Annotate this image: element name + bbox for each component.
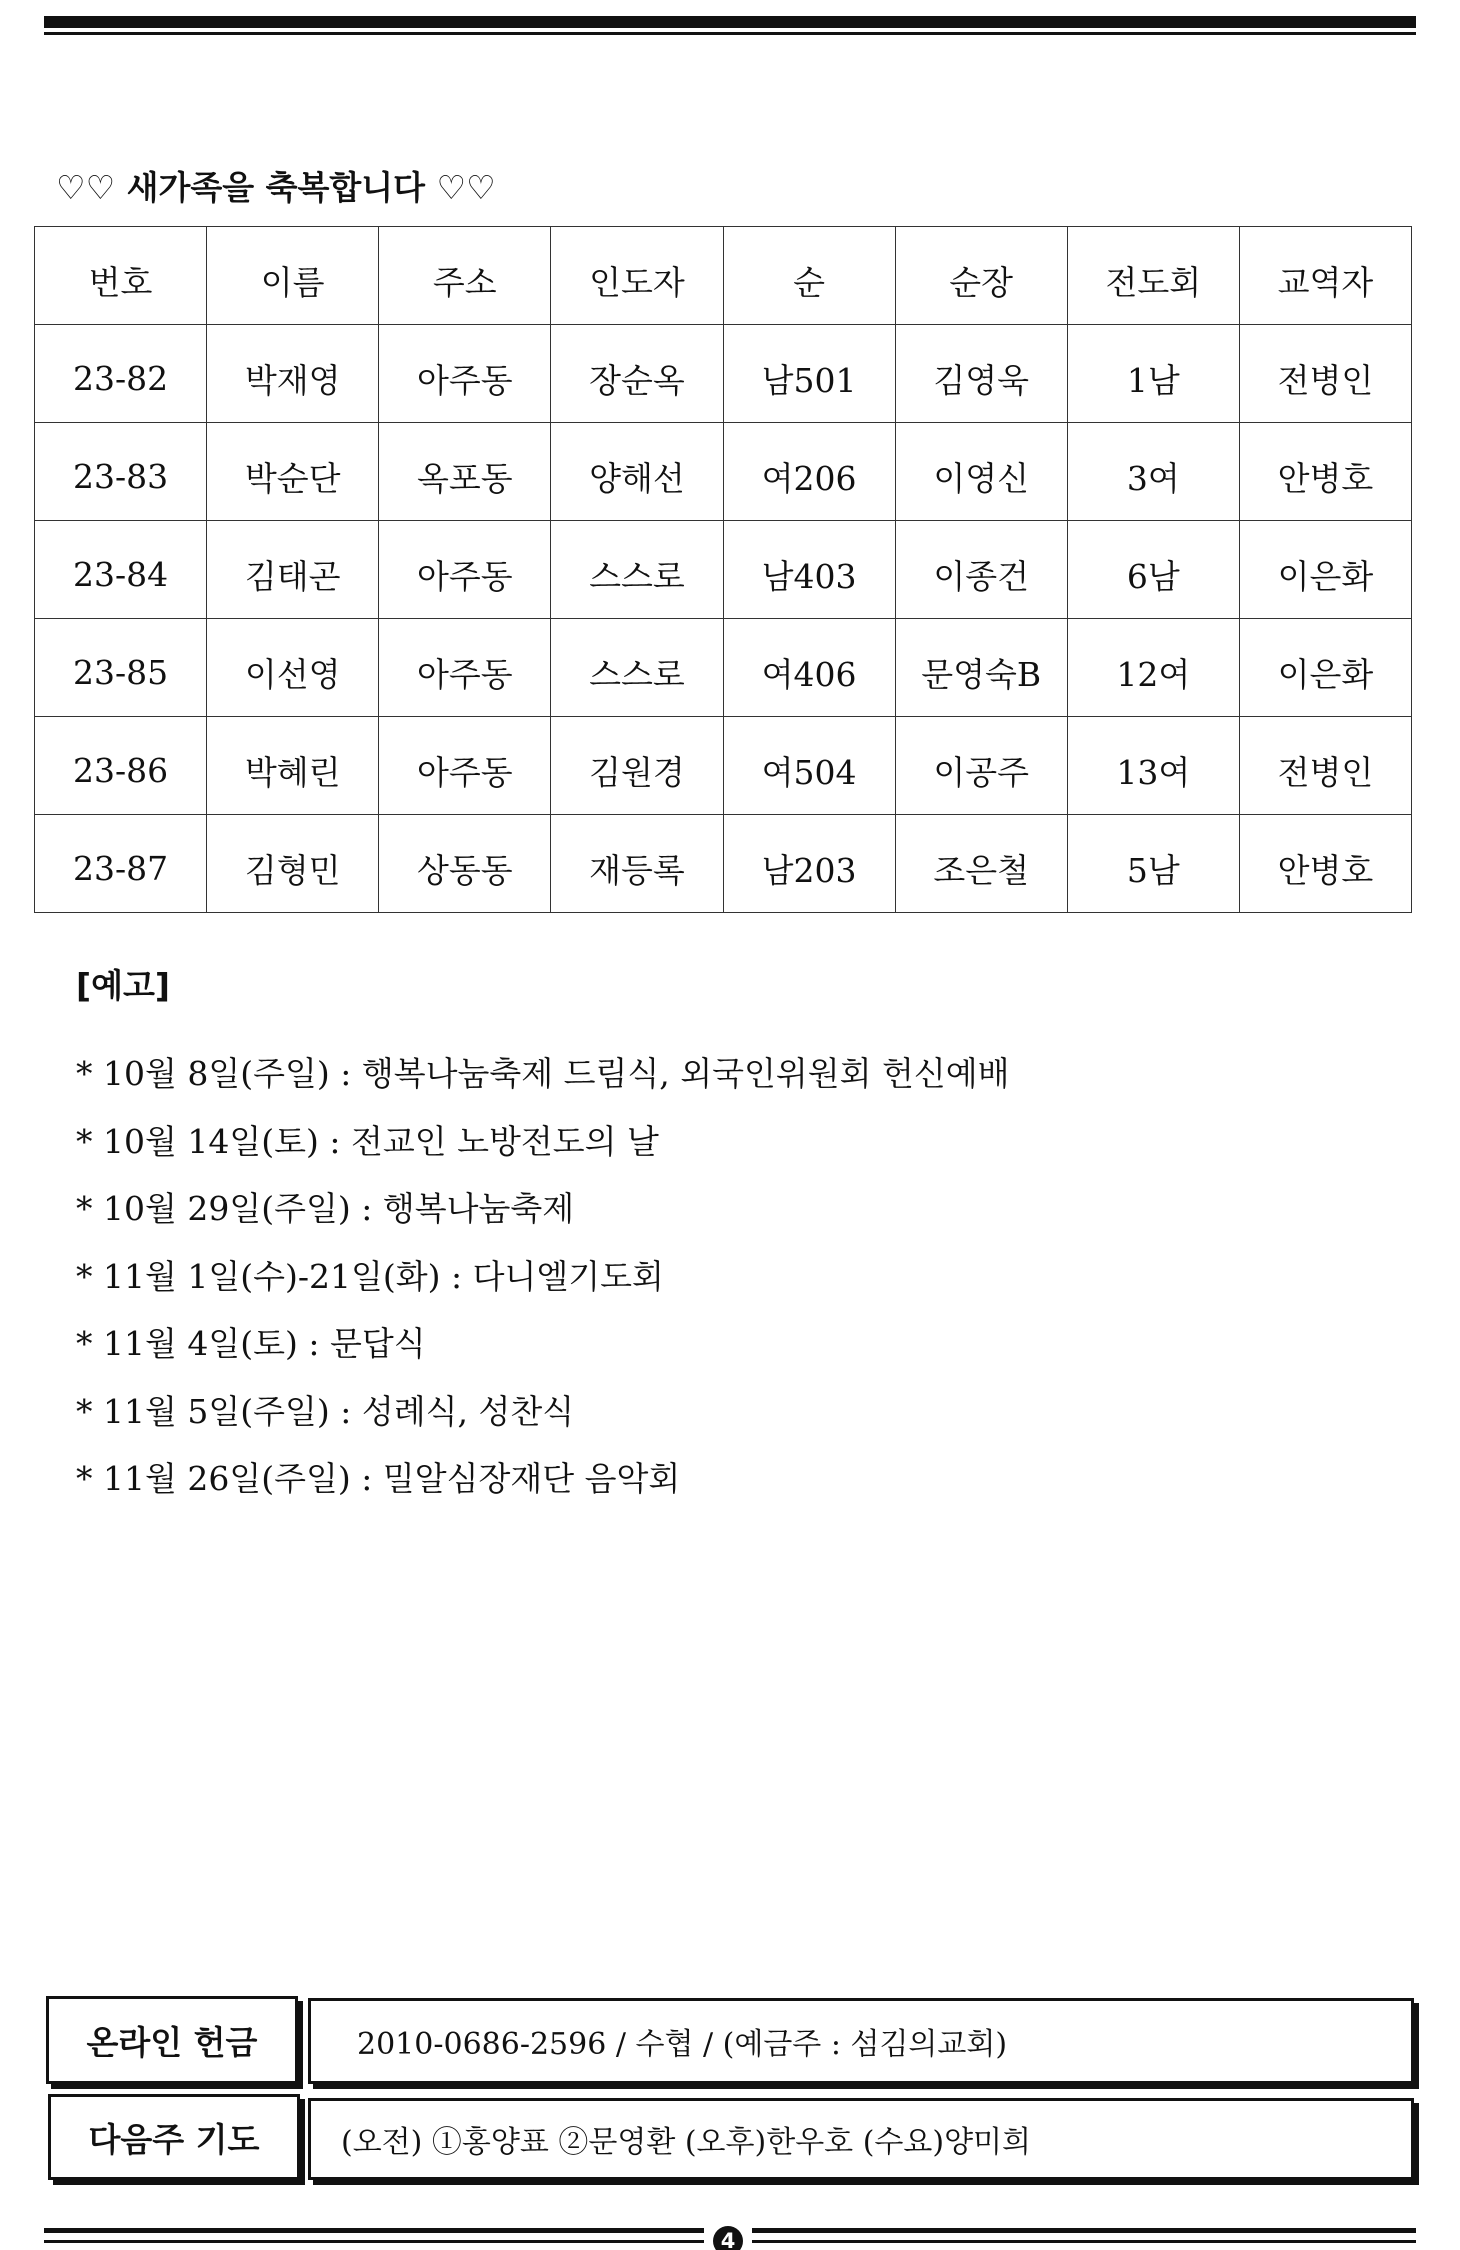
cell-guide: 장순옥 [551, 325, 723, 423]
cell-number: 23-83 [35, 423, 207, 521]
cell-number: 23-86 [35, 717, 207, 815]
notice-item: * 11월 26일(주일) : 밀알심장재단 음악회 [76, 1459, 681, 1498]
new-family-table [34, 226, 1412, 913]
column-header-address: 주소 [379, 227, 551, 325]
cell-group-leader: 이영신 [895, 423, 1067, 521]
notice-title: [예고] [76, 966, 170, 1005]
cell-mission-society: 1남 [1067, 325, 1239, 423]
cell-address: 아주동 [379, 619, 551, 717]
table-row [35, 423, 1412, 521]
notice-item: * 10월 14일(토) : 전교인 노방전도의 날 [76, 1121, 659, 1161]
cell-group: 여206 [723, 423, 895, 521]
cell-mission-society: 5남 [1067, 815, 1239, 913]
cell-address: 상동동 [379, 815, 551, 913]
cell-name: 박순단 [207, 423, 379, 521]
cell-group: 여406 [723, 619, 895, 717]
table-row [35, 325, 1412, 423]
table-row [35, 619, 1412, 717]
footer-rule-left [44, 2228, 704, 2233]
next-week-prayer-value: (오전) ①홍양표 ②문영환 (오후)한우호 (수요)양미희 [308, 2098, 1414, 2180]
online-offering-value: 2010-0686-2596 / 수협 / (예금주 : 섬김의교회) [308, 1998, 1414, 2084]
notice-item: * 11월 1일(수)-21일(화) : 다니엘기도회 [76, 1256, 664, 1296]
online-offering-label: 온라인 헌금 [46, 1996, 298, 2084]
table-row [35, 717, 1412, 815]
new-family-heading: ♡♡ 새가족을 축복합니다 ♡♡ [56, 168, 496, 207]
cell-number: 23-82 [35, 325, 207, 423]
cell-mission-society: 3여 [1067, 423, 1239, 521]
column-header-guide: 인도자 [551, 227, 723, 325]
cell-address: 아주동 [379, 521, 551, 619]
cell-group-leader: 문영숙B [895, 619, 1067, 717]
cell-pastor: 이은화 [1239, 521, 1411, 619]
cell-pastor: 안병호 [1239, 423, 1411, 521]
page-number: 4 [713, 2226, 743, 2250]
cell-number: 23-84 [35, 521, 207, 619]
top-rule-thin [44, 32, 1416, 35]
column-header-group: 순 [723, 227, 895, 325]
notice-item: * 11월 5일(주일) : 성례식, 성찬식 [76, 1391, 575, 1431]
column-header-number: 번호 [35, 227, 207, 325]
cell-mission-society: 6남 [1067, 521, 1239, 619]
cell-number: 23-87 [35, 815, 207, 913]
cell-pastor: 전병인 [1239, 325, 1411, 423]
top-rule-thick [44, 16, 1416, 28]
notice-item: * 11월 4일(토) : 문답식 [76, 1324, 426, 1363]
notice-item: * 10월 29일(주일) : 행복나눔축제 [76, 1189, 575, 1228]
cell-address: 아주동 [379, 717, 551, 815]
cell-pastor: 전병인 [1239, 717, 1411, 815]
cell-guide: 재등록 [551, 815, 723, 913]
cell-pastor: 이은화 [1239, 619, 1411, 717]
cell-group-leader: 이종건 [895, 521, 1067, 619]
cell-mission-society: 13여 [1067, 717, 1239, 815]
cell-group-leader: 조은철 [895, 815, 1067, 913]
cell-pastor: 안병호 [1239, 815, 1411, 913]
cell-group: 남403 [723, 521, 895, 619]
cell-name: 박혜린 [207, 717, 379, 815]
cell-guide: 스스로 [551, 619, 723, 717]
column-header-pastor: 교역자 [1239, 227, 1411, 325]
cell-name: 김형민 [207, 815, 379, 913]
cell-guide: 김원경 [551, 717, 723, 815]
table-header-row [35, 227, 1412, 325]
column-header-group-leader: 순장 [895, 227, 1067, 325]
next-week-prayer-label: 다음주 기도 [48, 2094, 300, 2180]
cell-name: 이선영 [207, 619, 379, 717]
cell-guide: 스스로 [551, 521, 723, 619]
table-row [35, 815, 1412, 913]
cell-address: 옥포동 [379, 423, 551, 521]
column-header-mission-society: 전도회 [1067, 227, 1239, 325]
cell-group-leader: 김영욱 [895, 325, 1067, 423]
cell-group-leader: 이공주 [895, 717, 1067, 815]
cell-group: 남501 [723, 325, 895, 423]
cell-name: 박재영 [207, 325, 379, 423]
cell-number: 23-85 [35, 619, 207, 717]
footer-rule-right [752, 2228, 1416, 2233]
cell-mission-society: 12여 [1067, 619, 1239, 717]
notice-item: * 10월 8일(주일) : 행복나눔축제 드림식, 외국인위원회 헌신예배 [76, 1054, 1010, 1093]
cell-address: 아주동 [379, 325, 551, 423]
notice-list [76, 1052, 1009, 1525]
cell-group: 남203 [723, 815, 895, 913]
cell-group: 여504 [723, 717, 895, 815]
footer-rule-left-thin [44, 2240, 704, 2243]
cell-name: 김태곤 [207, 521, 379, 619]
footer-rule-right-thin [752, 2240, 1416, 2243]
table-row [35, 521, 1412, 619]
column-header-name: 이름 [207, 227, 379, 325]
cell-guide: 양해선 [551, 423, 723, 521]
